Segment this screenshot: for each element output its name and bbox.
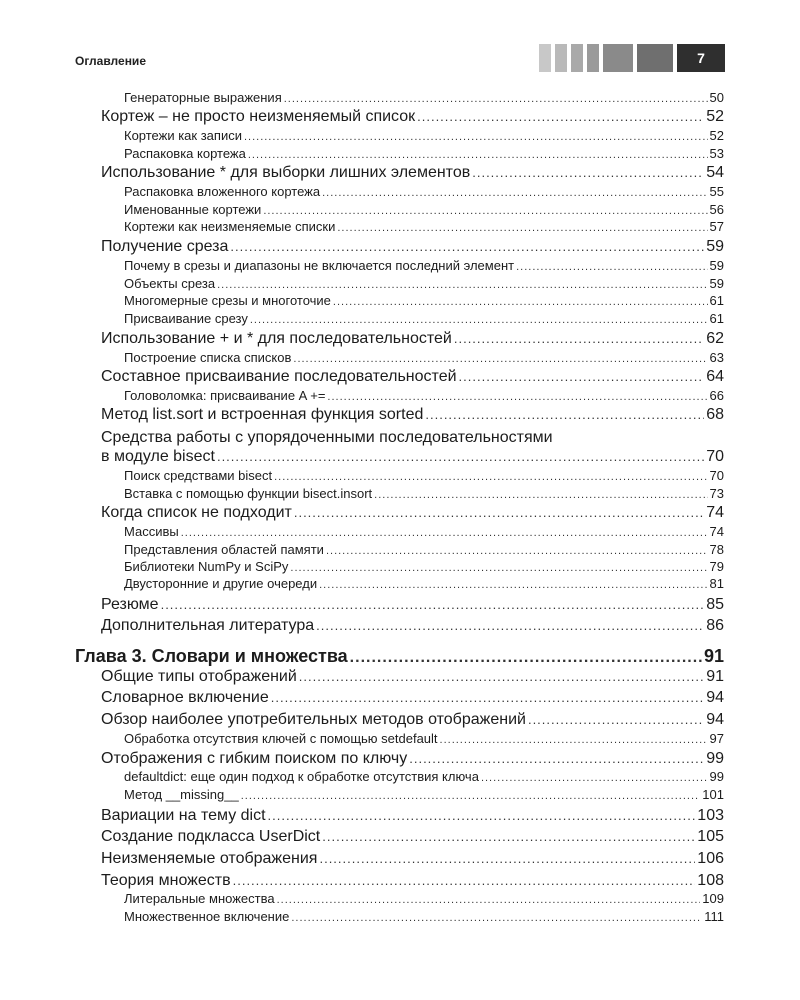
- toc-entry-page: 62: [706, 330, 724, 347]
- toc-entry: [124, 202, 724, 217]
- toc-entry: [124, 128, 724, 143]
- toc-entry: [101, 711, 724, 729]
- toc-entry: [101, 504, 724, 522]
- toc-entry-page: 63: [709, 350, 724, 365]
- page-number: 7: [677, 44, 725, 72]
- toc-entry-page: 109: [702, 891, 724, 906]
- dot-leader: [528, 712, 704, 727]
- toc-entry-title: Составное присваивание последовательностей: [101, 368, 457, 385]
- chapter-page: 91: [703, 646, 724, 666]
- toc-entry-title: Генераторные выражения: [124, 90, 282, 105]
- toc-entry-page: 61: [709, 293, 724, 308]
- toc-entry-page: 74: [709, 524, 724, 539]
- toc-entry: [124, 576, 724, 591]
- toc-entry-title: Кортежи как неизменяемые списки: [124, 219, 336, 234]
- toc-entry-title: в модуле bisect: [101, 448, 215, 465]
- toc-entry-page: 59: [709, 276, 724, 291]
- toc-entry-title: Почему в срезы и диапазоны не включается последний элемент: [124, 258, 515, 273]
- toc-entry-page: 53: [709, 146, 724, 161]
- dot-leader: [291, 912, 702, 924]
- dot-leader: [271, 690, 704, 705]
- toc-entry: [101, 750, 724, 768]
- toc-entry: [124, 350, 724, 365]
- dot-leader: [293, 353, 707, 365]
- toc-entry: [101, 850, 724, 868]
- toc-entry: [124, 219, 724, 234]
- toc-entry-title: Резюме: [101, 596, 159, 613]
- toc-entry-page: 99: [709, 769, 724, 784]
- dot-leader: [316, 618, 704, 633]
- toc-entry-title: Двусторонние и другие очереди: [124, 576, 318, 591]
- dot-leader: [274, 471, 707, 483]
- toc-entry-title: Массивы: [124, 524, 179, 539]
- toc-entry-title: Распаковка кортежа: [124, 146, 246, 161]
- toc-entry: [124, 388, 724, 403]
- toc-entry-page: 70: [706, 448, 724, 465]
- toc-entry-page: 105: [697, 828, 724, 845]
- toc-entry: [124, 524, 724, 539]
- toc-entry: [124, 542, 724, 557]
- toc-entry: [124, 184, 724, 199]
- toc-entry-title: Кортеж – не просто неизменяемый список: [101, 108, 416, 125]
- dot-leader: [250, 314, 708, 326]
- toc-entry-title: Представления областей памяти: [124, 542, 324, 557]
- toc-entry-title: Обзор наиболее употребительных методов отображений: [101, 711, 526, 728]
- toc-entry-title: Множественное включение: [124, 909, 290, 924]
- toc-entry-title: Когда список не подходит: [101, 504, 292, 521]
- dot-leader: [230, 239, 704, 254]
- toc-entry: [101, 617, 724, 635]
- toc-entry: [101, 368, 724, 386]
- toc-entry-page: 108: [697, 872, 724, 889]
- toc-entry: [101, 668, 724, 686]
- toc-entry-title: Присваивание срезу: [124, 311, 248, 326]
- toc-entry-page: 111: [704, 909, 724, 924]
- toc-entry-title: Объекты среза: [124, 276, 216, 291]
- dot-leader: [244, 131, 708, 143]
- toc-entry-page: 74: [706, 504, 724, 521]
- toc-entry: [101, 807, 724, 825]
- toc-entry: [101, 596, 724, 614]
- dot-leader: [322, 829, 695, 844]
- toc-entry-title: Обработка отсутствия ключей с помощью setdefault: [124, 731, 438, 746]
- toc-entry-page: 86: [706, 617, 724, 634]
- toc-entry-title: defaultdict: еще один подход к обработке отсутствия ключа: [124, 769, 479, 784]
- dot-leader: [481, 772, 708, 784]
- toc-entry-title: Неизменяемые отображения: [101, 850, 318, 867]
- toc-entry-page: 81: [709, 576, 724, 591]
- toc-entry-page: 73: [709, 486, 724, 501]
- toc-entry-page: 103: [697, 807, 724, 824]
- dot-leader: [425, 407, 704, 422]
- toc-entry-title: Вариации на тему dict: [101, 807, 266, 824]
- toc-entry: [124, 909, 724, 924]
- toc-entry: [124, 90, 724, 105]
- toc-entry: [124, 769, 724, 784]
- toc-entry-page: 78: [709, 542, 724, 557]
- toc-entry-page: 91: [706, 668, 724, 685]
- toc-entry-page: 94: [706, 689, 724, 706]
- toc-entry-page: 50: [709, 90, 724, 105]
- dot-leader: [327, 391, 707, 403]
- toc-entry-page: 79: [709, 559, 724, 574]
- dot-leader: [326, 545, 708, 557]
- toc-entry: [101, 108, 724, 126]
- toc-entry-title: Кортежи как записи: [124, 128, 242, 143]
- toc-entry-page: 66: [709, 388, 724, 403]
- toc-entry-page: 99: [706, 750, 724, 767]
- dot-leader: [319, 579, 707, 591]
- toc-entry-page: 94: [706, 711, 724, 728]
- toc-entry-page: 54: [706, 164, 724, 181]
- toc-entry-title: Метод __missing__: [124, 787, 239, 802]
- toc-entry: [101, 872, 724, 890]
- toc-entry-page: 55: [709, 184, 724, 199]
- toc-entry-page: 61: [709, 311, 724, 326]
- toc-entry: [124, 293, 724, 308]
- toc-entry-page: 52: [709, 128, 724, 143]
- toc-entry: [124, 258, 724, 273]
- toc-entry: [124, 787, 724, 802]
- toc-entry-title: Теория множеств: [101, 872, 231, 889]
- toc-entry-page: 70: [709, 468, 724, 483]
- toc-entry-page: 101: [702, 787, 724, 802]
- toc-entry: [124, 559, 724, 574]
- toc-entry-page: 56: [709, 202, 724, 217]
- toc-entry-title: Головоломка: присваивание A +=: [124, 388, 326, 403]
- dot-leader: [337, 222, 707, 234]
- toc-entry: [124, 311, 724, 326]
- dot-leader: [233, 873, 696, 888]
- toc-entry-page: 106: [697, 850, 724, 867]
- toc-entry-title: Создание подкласса UserDict: [101, 828, 321, 845]
- dot-leader: [459, 369, 705, 384]
- toc-entry-page: 59: [709, 258, 724, 273]
- dot-leader: [217, 279, 707, 291]
- toc-entry-title: Именованные кортежи: [124, 202, 262, 217]
- toc-entry-title: Отображения с гибким поиском по ключу: [101, 750, 408, 767]
- toc-entry-title-line1: Средства работы с упорядоченными последовательностями: [101, 429, 553, 446]
- toc-entry-title: Распаковка вложенного кортежа: [124, 184, 321, 199]
- header-block: [555, 44, 567, 72]
- toc-entry: [101, 828, 724, 846]
- header-block: [587, 44, 599, 72]
- toc-entry-title: Метод list.sort и встроенная функция sorted: [101, 406, 424, 423]
- toc-entry-title: Использование * для выборки лишних элементов: [101, 164, 471, 181]
- dot-leader: [277, 894, 701, 906]
- header-block: [603, 44, 633, 72]
- dot-leader: [440, 734, 708, 746]
- toc-entry: [101, 448, 724, 466]
- toc-entry-title: Литеральные множества: [124, 891, 275, 906]
- header-block: [637, 44, 673, 72]
- toc-entry-page: 57: [709, 219, 724, 234]
- dot-leader: [290, 562, 707, 574]
- running-head: Оглавление: [75, 54, 146, 68]
- chapter-heading: [75, 646, 724, 667]
- toc-entry: [124, 891, 724, 906]
- chapter-title: Глава 3. Словари и множества: [75, 646, 348, 666]
- toc-entry-page: 64: [706, 368, 724, 385]
- toc-entry-title: Поиск средствами bisect: [124, 468, 273, 483]
- dot-leader: [374, 489, 707, 501]
- toc-entry: [101, 330, 724, 348]
- toc-entry-title: Библиотеки NumPy и SciPy: [124, 559, 289, 574]
- dot-leader: [516, 261, 707, 273]
- dot-leader: [417, 109, 704, 124]
- dot-leader: [472, 165, 704, 180]
- dot-leader: [241, 790, 701, 802]
- dot-leader: [322, 187, 707, 199]
- toc-entry: [101, 238, 724, 256]
- header-decoration: [539, 44, 725, 72]
- toc-entry: [101, 689, 724, 707]
- toc-entry-title: Вставка с помощью функции bisect.insort: [124, 486, 373, 501]
- toc-entry: [124, 276, 724, 291]
- dot-leader: [161, 597, 705, 612]
- dot-leader: [284, 93, 708, 105]
- dot-leader: [299, 669, 704, 684]
- page-header: [75, 44, 725, 72]
- toc-entry: [124, 731, 724, 746]
- toc-entry: [101, 164, 724, 182]
- toc-entry: [101, 406, 724, 424]
- dot-leader: [319, 851, 695, 866]
- toc-entry: [124, 146, 724, 161]
- dot-leader: [409, 751, 704, 766]
- dot-leader: [217, 449, 704, 464]
- dot-leader: [454, 331, 704, 346]
- dot-leader: [263, 205, 707, 217]
- toc-entry-title: Получение среза: [101, 238, 229, 255]
- header-block: [571, 44, 583, 72]
- header-block: [539, 44, 551, 72]
- toc-entry: [124, 486, 724, 501]
- toc-entry-title: Общие типы отображений: [101, 668, 297, 685]
- toc-entry-page: 97: [709, 731, 724, 746]
- toc-entry-title: Построение списка списков: [124, 350, 292, 365]
- toc-entry-page: 59: [706, 238, 724, 255]
- dot-leader: [333, 296, 708, 308]
- dot-leader: [350, 649, 702, 667]
- toc-entry-title: Использование + и * для последовательностей: [101, 330, 452, 347]
- dot-leader: [181, 527, 708, 539]
- toc-entry-title: Многомерные срезы и многоточие: [124, 293, 331, 308]
- dot-leader: [248, 149, 708, 161]
- dot-leader: [294, 505, 704, 520]
- toc-entry-title: Словарное включение: [101, 689, 269, 706]
- toc-entry-title: Дополнительная литература: [101, 617, 315, 634]
- toc-entry-page: 85: [706, 596, 724, 613]
- toc-entry: [124, 468, 724, 483]
- dot-leader: [268, 808, 696, 823]
- toc-entry-page: 52: [706, 108, 724, 125]
- toc-entry-page: 68: [706, 406, 724, 423]
